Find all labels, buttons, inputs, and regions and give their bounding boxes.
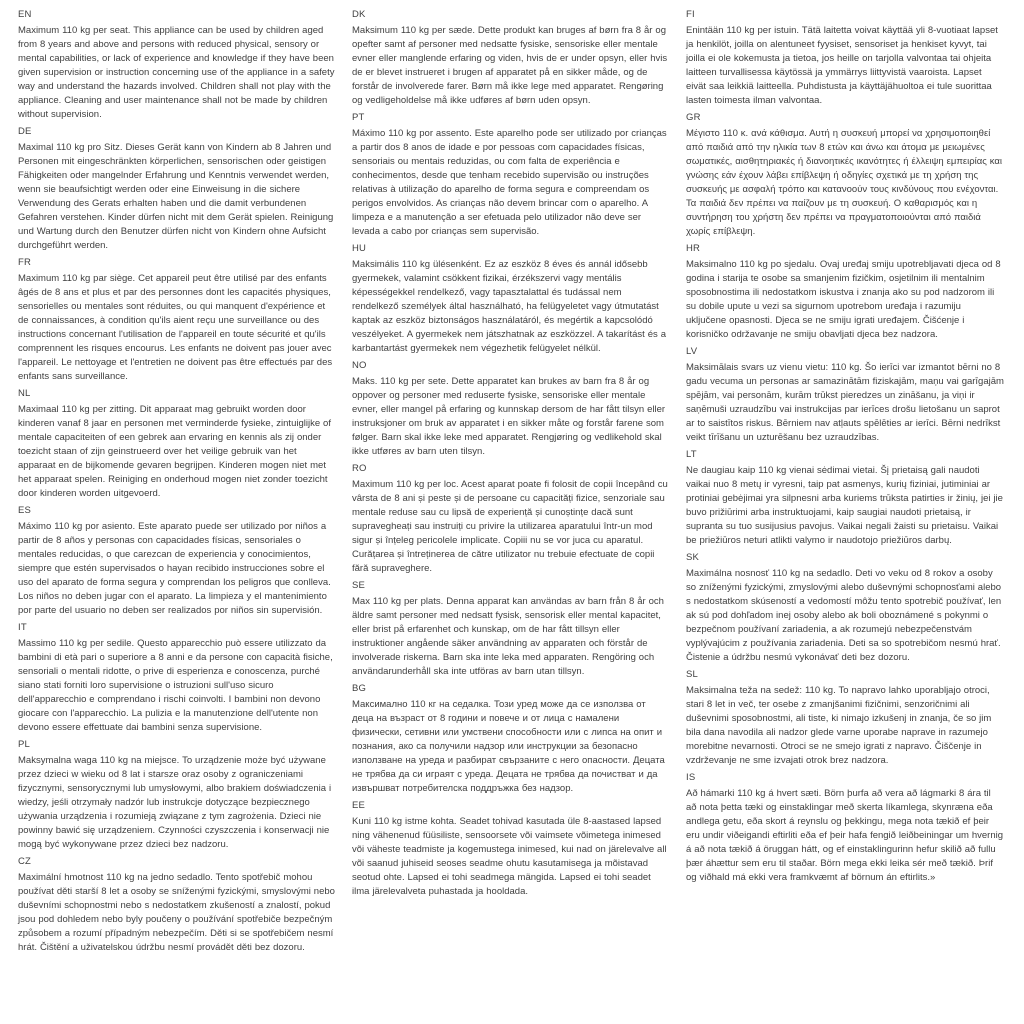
lang-text: Maksimālais svars uz vienu vietu: 110 kg. Šo ierīci var izmantot bērni no 8 gadu vecuma un personas ar samazinātām fiziskajām, maņu vai garīgajām spējām, vai personām, kurām trūkst pieredzes un zināšanu, ja viņi ir saņēmuši uzraudzību vai instrukcijas par ierīces drošu lietošanu un saprot ar to saistītos riskus. Bērniem nav atļauts spēlēties ar ierīci. Bērni nedrīkst veikt tīrīšanu un uzturēšanu bez uzraudzības. bbox=[686, 362, 1004, 443]
lang-section-en bbox=[18, 8, 336, 122]
lang-code: LV bbox=[686, 346, 698, 357]
lang-code: EN bbox=[18, 9, 32, 20]
lang-section-de bbox=[18, 125, 336, 253]
lang-text: Maks. 110 kg per sete. Dette apparatet kan brukes av barn fra 8 år og oppover og personer med reduserte fysiske, sensoriske eller mentale evner, eller mangel på erfaring og kunnskap dersom de har fått tilsyn eller instruksjoner om bruk av apparatet i en sikker måte og forstår farene som følger. Barn skal ikke leke med apparatet. Rengjøring og vedlikehold skal ikke utføres av barn uten tilsyn. bbox=[352, 376, 666, 457]
lang-code: LT bbox=[686, 449, 697, 460]
lang-section-bg bbox=[352, 682, 670, 796]
lang-code: IS bbox=[686, 772, 696, 783]
lang-text: Maximal 110 kg pro Sitz. Dieses Gerät kann von Kindern ab 8 Jahren und Personen mit eingeschränkten körperlichen, sensorischen oder geistigen Fähigkeiten oder mangelnder Erfahrung und Kenntnis verwendet werden, wenn sie beaufsichtigt werden oder eine Einweisung in die sichere Verwendung des Gerats erhalten haben und die damit verbundenen Gefahren verstehen. Kinder dürfen nicht mit dem Gerät spielen. Reinigung und Wartung durch den Benutzer dürfen nicht von Kindern ohne Aufsicht durchgeführt werden. bbox=[18, 142, 334, 251]
lang-text: Maximaal 110 kg per zitting. Dit apparaat mag gebruikt worden door kinderen vanaf 8 jaar en personen met verminderde fysieke, zintuiglijke of mentale capaciteiten of een gebrek aan ervaring en kennis als zij onder toezicht staan of zijn geinstrueerd over het veilige gebruik van het apparaat en de bijkomende gevaren begrijpen. Kinderen mogen niet met het apparaat spelen. Reiniging en onderhoud mogen niet zonder toezicht door kinderen worden uitgevoerd. bbox=[18, 404, 331, 499]
lang-text: Maksimalna teža na sedež: 110 kg. To napravo lahko uporabljajo otroci, stari 8 let in več, ter osebe z zmanjšanimi fizičnimi, senzoričnimi ali duševnimi sposobnostmi, ali tiste, ki nimajo izkušenj in znanja, če so jim bila dana navodila ali nadzor glede varne uporabe naprave in razumejo morebitne nevarnosti. Otroci se ne smejo igrati z napravo. Čiščenje in vzdrževanje ne sme izvajati otrok brez nadzora. bbox=[686, 685, 992, 766]
lang-text: Maximálna nosnosť 110 kg na sedadlo. Deti vo veku od 8 rokov a osoby so zníženými fyzickými, zmyslovými alebo duševnými schopnosťami alebo s nedostatkom skúseností a vedomostí môžu tento spotrebič používať, len ak sú pod dohľadom inej osoby alebo ak boli oboznámené s pokynmi o bezpečnom používaní zariadenia, a ak rozumejú nebezpečenstvám vyplývajúcim z používania zariadenia. Deti sa so spotrebičom nesmú hrať. Čistenie a údržbu nesmú vykonávať deti bez dozoru. bbox=[686, 568, 1002, 663]
lang-text: Maksimalno 110 kg po sjedalu. Ovaj uređaj smiju upotrebljavati djeca od 8 godina i starija te osobe sa smanjenim fizičkim, osjetilnim ili mentalnim sposobnostima ili nedostatkom iskustva i znanja ako su pod nadzorom ili su dobile upute u vezi sa sigurnom upotrebom uređaja i razumiju uključene opasnosti. Djeca se ne smiju igrati uređajem. Čišćenje i korisničko održavanje ne smiju obavljati djeca bez nadzora. bbox=[686, 259, 1001, 340]
lang-section-es bbox=[18, 504, 336, 618]
lang-text: Maksimum 110 kg per sæde. Dette produkt kan bruges af børn fra 8 år og opefter samt af personer med nedsatte fysiske, sensoriske eller mentale evner eller manglende erfaring og viden, hvis de er under opsyn, eller hvis de er blevet instrueret i brugen af apparatet på en sikker måde, og de forstår de involverede farer. Børn må ikke lege med apparatet. Rengøring og vedligeholdelse må ikke udføres af børn uden opsyn. bbox=[352, 25, 668, 106]
column-2 bbox=[352, 8, 670, 1024]
lang-text: Maximální hmotnost 110 kg na jedno sedadlo. Tento spotřebič mohou používat děti starší 8 let a osoby se sníženými fyzickými, smyslovými nebo duševními schopnostmi nebo s nedostatkem zkušeností a znalostí, pokud jsou pod dohledem nebo byly poučeny o používání spotřebiče bezpečným způsobem a rozumí případným nebezpečím. Děti si se spotřebičem nesmí hrát. Čištění a uživatelskou údržbu nesmí provádět děti bez dozoru. bbox=[18, 872, 335, 953]
lang-text: Максимално 110 кг на седалка. Този уред може да се използва от деца на възраст от 8 години и повече и от лица с намалени физически, сетивни или умствени способности или с липса на опит и познания, ако са получили надзор или инструкции за безопасно използване на уреда и разбират свързаните с него опасности. Децата не трябва да си играят с уреда. Децата не трябва да почистват и да извършват потребителска поддръжка без надзор. bbox=[352, 699, 665, 794]
lang-text: Μέγιστο 110 κ. ανά κάθισμα. Αυτή η συσκευή μπορεί να χρησιμοποιηθεί από παιδιά από την ηλικία των 8 ετών και άνω και άτομα με μειωμένες σωματικές, αισθητηριακές ή διανοητικές ικανότητες ή έλλειψη εμπειρίας και γνώσης εάν έχουν λάβει επίβλεψη ή οδηγίες σχετικά με τη χρήση της συσκευής με ασφαλή τρόπο και κατανοούν τους κινδύνους που ενέχονται. Τα παιδιά δεν πρέπει να παίζουν με τη συσκευή. Ο καθαρισμός και η συντήρηση του χρήστη δεν πρέπει να πραγματοποιούνται από παιδιά χωρίς επίβλεψη. bbox=[686, 128, 1002, 237]
lang-text: Að hámarki 110 kg á hvert sæti. Börn þurfa að vera að lágmarki 8 ára til að nota þetta tæki og einstaklingar með skerta líkamlega, skynræna eða andlega getu, eða skort á reynslu og þekkingu, mega nota tækið ef þeir eru undir viðeigandi eftirliti eða ef þeir hafa fengið leiðbeiningar um hvernig á að nota tækið á öruggan hátt, og ef einstaklingurinn hefur skilið að fullu þær áhættur sem eru til staðar. Börn mega ekki leika sér með tækið. Þrif og viðhald má ekki vera framkvæmt af börnum án eftirlits.» bbox=[686, 788, 1003, 883]
lang-section-cz bbox=[18, 855, 336, 955]
lang-code: ES bbox=[18, 505, 32, 516]
lang-code: FI bbox=[686, 9, 695, 20]
lang-section-ee bbox=[352, 799, 670, 899]
lang-code: SE bbox=[352, 580, 366, 591]
lang-text: Ne daugiau kaip 110 kg vienai sėdimai vietai. Šį prietaisą gali naudoti vaikai nuo 8 metų ir vyresni, taip pat asmenys, kurių fiziniai, jutiminiai ar protiniai gebėjimai yra silpnesni arba kuriems trūksta patirties ir žinių, jei jie buvo prižiūrimi arba instruktuojami, kaip saugiai naudoti prietaisą, ir supranta su tuo susijusius pavojus. Vaikai negali žaisti su prietaisu. Vaikai be priežiūros neturi atlikti valymo ir naudotojo priežiūros darbų. bbox=[686, 465, 1003, 546]
lang-section-ro bbox=[352, 462, 670, 576]
lang-code: PT bbox=[352, 112, 365, 123]
lang-section-lv bbox=[686, 345, 1004, 445]
lang-code: NO bbox=[352, 360, 367, 371]
lang-text: Maximum 110 kg par siège. Cet appareil peut être utilisé par des enfants âgés de 8 ans et plus et par des personnes dont les capacités physiques, sensorielles ou mentales sont réduites, ou qui manquent d'expérience et de connaissances, à condition qu'ils aient reçu une surveillance ou des instructions concernant l'utilisation de l'appareil en toute sécurité et qu'ils comprennent les risques encourus. Les enfants ne doivent pas jouer avec l'appareil. Le nettoyage et l'entretien ne doivent pas être effectués par des enfants sans surveillance. bbox=[18, 273, 333, 382]
lang-text: Máximo 110 kg por asiento. Este aparato puede ser utilizado por niños a partir de 8 años y personas con capacidades físicas, sensoriales o mentales reducidas, o que carezcan de experiencia y conocimientos, siempre que estén supervisados o hayan recibido instrucciones sobre el uso del aparato de forma segura y comprendan los peligros que conlleva. Los niños no deben jugar con el aparato. La limpieza y el mantenimiento por parte del usuario no deben ser realizados por niños sin supervisión. bbox=[18, 521, 331, 616]
lang-code: HR bbox=[686, 243, 701, 254]
column-1 bbox=[18, 8, 336, 1024]
lang-section-dk bbox=[352, 8, 670, 108]
lang-text: Enintään 110 kg per istuin. Tätä laitetta voivat käyttää yli 8-vuotiaat lapset ja henkilöt, joilla on alentuneet fyysiset, sensoriset ja henkiset kyvyt, tai joilla ei ole kokemusta ja tietoa, jos heille on tarjolla valvontaa tai ohjeita laitteen turvallisessa käytössä ja ymmärrys liittyvistä vaaroista. Lapset eivät saa leikkiä laitteella. Puhdistusta ja käyttäjähuoltoa ei tule suorittaa lasten toimesta ilman valvontaa. bbox=[686, 25, 998, 106]
lang-code: HU bbox=[352, 243, 367, 254]
lang-code: GR bbox=[686, 112, 701, 123]
lang-text: Maximum 110 kg per seat. This appliance can be used by children aged from 8 years and above and persons with reduced physical, sensory or mental capabilities, or lack of experience and knowledge if they have been given supervision or instruction concerning use of the appliance in a safety way and understand the hazards involved. Children shall not play with the appliance. Cleaning and user maintenance shall not be made by children without supervision. bbox=[18, 25, 335, 120]
lang-section-lt bbox=[686, 448, 1004, 548]
lang-section-se bbox=[352, 579, 670, 679]
lang-text: Maximum 110 kg per loc. Acest aparat poate fi folosit de copii începând cu vârsta de 8 ani și peste și de persoane cu capacități fizice, senzoriale sau mentale reduse sau cu lipsă de experiență și cunoștințe dacă sunt supravegheați sau instruiți cu privire la utilizarea aparatului într-un mod sigur și înțeleg pericolele implicate. Copiii nu se vor juca cu aparatul. Curățarea și întreținerea de către utilizator nu trebuie efectuate de copii fără supraveghere. bbox=[352, 479, 668, 574]
lang-section-no bbox=[352, 359, 670, 459]
lang-text: Máximo 110 kg por assento. Este aparelho pode ser utilizado por crianças a partir dos 8 anos de idade e por pessoas com capacidades físicas, sensoriais ou mentais reduzidas, ou com falta de experiência e conhecimentos, desde que tenham recebido supervisão ou instruções relativas à utilização do aparelho de forma segura e compreendam os perigos envolvidos. As crianças não devem brincar com o aparelho. A limpeza e a manutenção a ser efetuada pelo utilizador não deve ser levada a cabo por crianças sem supervisão. bbox=[352, 128, 667, 237]
lang-section-pl bbox=[18, 738, 336, 852]
lang-code: BG bbox=[352, 683, 367, 694]
lang-section-fr bbox=[18, 256, 336, 384]
lang-section-it bbox=[18, 621, 336, 735]
lang-code: DK bbox=[352, 9, 366, 20]
lang-section-sk bbox=[686, 551, 1004, 665]
lang-code: FR bbox=[18, 257, 32, 268]
lang-text: Maksimális 110 kg ülésenként. Ez az eszköz 8 éves és annál idősebb gyermekek, valamint csökkent fizikai, érzékszervi vagy mentális képességekkel rendelkező, vagy tapasztalattal és tudással nem rendelkező személyek által használható, ha felügyeletet vagy útmutatást kaptak az eszköz biztonságos használatáról, és megértik a kapcsolódó veszélyeket. A gyermekek nem játszhatnak az eszközzel. A takarítást és a karbantartást gyermekek nem végezhetik felügyelet nélkül. bbox=[352, 259, 667, 354]
lang-section-pt bbox=[352, 111, 670, 239]
lang-section-hu bbox=[352, 242, 670, 356]
lang-section-gr bbox=[686, 111, 1004, 239]
lang-section-nl bbox=[18, 387, 336, 501]
lang-section-hr bbox=[686, 242, 1004, 342]
lang-text: Max 110 kg per plats. Denna apparat kan användas av barn från 8 år och äldre samt personer med nedsatt fysisk, sensorisk eller mental kapacitet, eller brist på erfarenhet och kunskap, om de har fått tillsyn eller instruktioner angående säker användning av apparaten och förstår de involverade riskerna. Barn ska inte leka med apparaten. Rengöring och användarunderhåll ska inte utföras av barn utan tillsyn. bbox=[352, 596, 664, 677]
lang-code: SK bbox=[686, 552, 700, 563]
lang-code: DE bbox=[18, 126, 32, 137]
lang-text: Massimo 110 kg per sedile. Questo apparecchio può essere utilizzato da bambini di età pari o superiore a 8 anni e da persone con capacità fisiche, sensoriali o mentali ridotte, o prive di esperienza e conoscenza, purché siano stati forniti loro supervisione o istruzioni sull'uso sicuro dell'apparecchio e comprendano i rischi coinvolti. I bambini non devono giocare con l'apparecchio. La pulizia e la manutenzione dell'utente non devono essere effettuate dai bambini senza supervisione. bbox=[18, 638, 333, 733]
lang-code: NL bbox=[18, 388, 31, 399]
lang-code: EE bbox=[352, 800, 366, 811]
lang-section-fi bbox=[686, 8, 1004, 108]
column-3 bbox=[686, 8, 1004, 1024]
lang-code: SL bbox=[686, 669, 699, 680]
lang-code: RO bbox=[352, 463, 367, 474]
lang-code: CZ bbox=[18, 856, 32, 867]
lang-section-sl bbox=[686, 668, 1004, 768]
lang-code: IT bbox=[18, 622, 27, 633]
lang-text: Kuni 110 kg istme kohta. Seadet tohivad kasutada üle 8-aastased lapsed ning vähenenud füüsiliste, sensoorsete või vaimsete võimetega inimesed või väheste teadmiste ja kogemustega inimesed, kui nad on järelevalve all või saanud juhiseid seoses seadme ohutu kasutamisega ja mõistavad seotud ohte. Lapsed ei tohi seadmega mängida. Lapsed ei tohi seadet ilma järelevalveta puhastada ja hooldada. bbox=[352, 816, 667, 897]
lang-code: PL bbox=[18, 739, 31, 750]
lang-section-is bbox=[686, 771, 1004, 885]
lang-text: Maksymalna waga 110 kg na miejsce. To urządzenie może być używane przez dzieci w wieku od 8 lat i starsze oraz osoby z ograniczeniami fizycznymi, sensorycznymi lub umysłowymi, albo brakiem doświadczenia i wiedzy, jeśli otrzymały nadzór lub instrukcje dotyczące bezpiecznego używania urządzenia i rozumieją związane z tym zagrożenia. Dzieci nie powinny bawić się urządzeniem. Czynności czyszczenia i konserwacji nie mogą być wykonywane przez dzieci bez nadzoru. bbox=[18, 755, 332, 850]
